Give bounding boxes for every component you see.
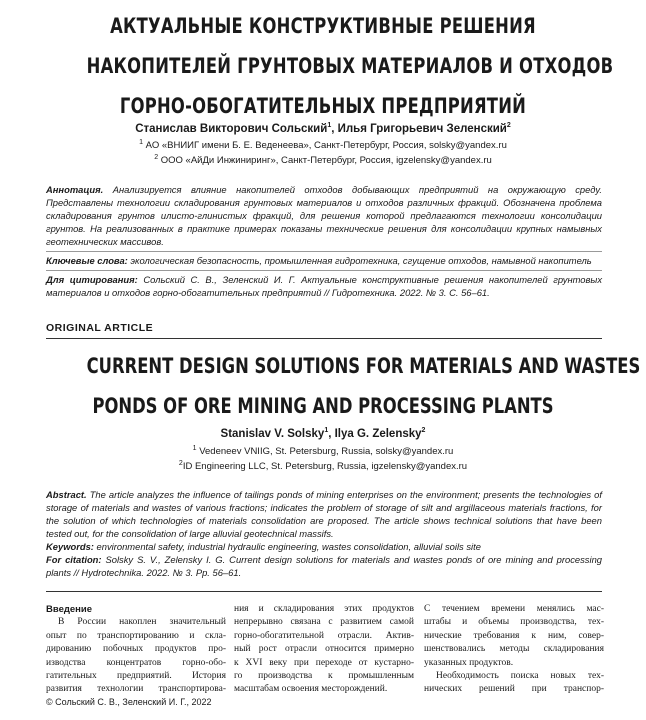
- affiliation-en-2: [0, 461, 646, 472]
- title-en-line: CURRENT DESIGN SOLUTIONS FOR MATERIALS AND WASTES: [86, 354, 641, 378]
- citation-ru: [46, 273, 602, 299]
- affiliation-superscript: 2: [178, 459, 183, 467]
- keywords-text: environmental safety, industrial hydraulic engineering, wastes consolidation, alluvial soils site: [93, 541, 481, 552]
- citation-text: Сольский С. В., Зеленский И. Г. Актуальные конструктивные решения накопителей грунтовых материалов и отходов горно-обогатительных предприятий // Гидротехника. 2022. № 3. С. 56–61.: [46, 274, 603, 298]
- body-line: ния и складирования этих продуктов: [234, 604, 414, 614]
- section-rule: [46, 338, 602, 339]
- citation-label: Для цитирования:: [46, 274, 138, 285]
- body-line: С течением времени менялись мас-: [424, 604, 604, 614]
- body-line: указанных продуктов.: [424, 657, 514, 668]
- author-name: Илья Григорьевич Зеленский: [337, 123, 507, 135]
- title-ru-line: НАКОПИТЕЛЕЙ ГРУНТОВЫХ МАТЕРИАЛОВ И ОТХОДОВ: [86, 54, 614, 78]
- body-column-3: [424, 603, 604, 697]
- author-name: Stanislav V. Solsky: [220, 428, 325, 440]
- body-line: го производства к промышленным: [234, 671, 414, 682]
- affiliation-ru-1: [0, 140, 646, 151]
- author-superscript: 1: [327, 122, 332, 130]
- authors-english: [0, 428, 646, 440]
- body-line: к XVI веку при переходе от кустарно-: [234, 657, 414, 668]
- author-superscript: 2: [506, 122, 511, 130]
- title-english: [86, 346, 641, 426]
- affiliation-text: ID Engineering LLC, St. Petersburg, Russia, igzelensky@yandex.ru: [182, 461, 468, 472]
- author-name: Ilya G. Zelensky: [334, 428, 422, 440]
- title-ru-line: ГОРНО-ОБОГАТИТЕЛЬНЫХ ПРЕДПРИЯТИЙ: [119, 94, 527, 118]
- body-line: горно-обогатительной отрасли. Актив-: [234, 630, 414, 641]
- author-name: Станислав Викторович Сольский: [135, 123, 328, 135]
- body-line: штабы и объемы производства, тех-: [424, 617, 604, 628]
- affiliation-superscript: 2: [154, 153, 159, 161]
- body-line: ный рост отрасли относится примерно: [234, 644, 414, 655]
- affiliation-text: АО «ВНИИГ имени Б. Е. Веденеева», Санкт-Петербург, Россия, solsky@yandex.ru: [143, 140, 507, 151]
- abstract-block-russian: [46, 183, 602, 299]
- keywords-en: [46, 540, 602, 553]
- body-line: изводства концентратов горно-обо-: [46, 657, 226, 668]
- original-article-label: ORIGINAL ARTICLE: [46, 322, 154, 334]
- divider: [46, 251, 602, 252]
- body-line: нических решений при транспор-: [424, 684, 604, 695]
- affiliation-text: Vedeneev VNIIG, St. Petersburg, Russia, solsky@yandex.ru: [196, 446, 454, 457]
- body-line: масштабам освоения месторождений.: [234, 684, 388, 695]
- citation-en: [46, 553, 602, 579]
- body-line: нические требования к ним, совер-: [424, 630, 604, 641]
- abstract-text: The article analyzes the influence of tailings ponds of mining enterprises on the environment; presents the technologies of storage of materials and wastes of various fractions; indicates the problem of storage of silt and argillaceous materials fractions, for the solution of which technologies of materials consolidation are proposed. The article shows technical solutions that have been tested out, for the consolidation of large alluvial geotechnical massifs.: [46, 489, 602, 539]
- author-separator: ,: [331, 123, 338, 135]
- keywords-ru: [46, 254, 602, 267]
- keywords-label: Ключевые слова:: [46, 255, 128, 266]
- copyright-notice: © Сольский С. В., Зеленский И. Г., 2022: [46, 697, 212, 707]
- body-line: опыт по транспортированию и скла-: [46, 630, 226, 641]
- citation-text: Solsky S. V., Zelensky I. G. Current design solutions for materials and wastes ponds of ore mining and processing plants // Hydrotechnika. 2022. № 3. Pp. 56–61.: [46, 554, 602, 578]
- keywords-text: экологическая безопасность, промышленная гидротехника, сгущение отходов, намывной накопитель: [127, 255, 592, 266]
- citation-label: For citation:: [46, 554, 102, 565]
- body-line: В России накоплен значительный: [58, 617, 226, 628]
- body-line: непрерывно связана с развитием самой: [234, 617, 414, 628]
- section-rule: [46, 591, 602, 592]
- author-superscript: 2: [421, 427, 426, 435]
- author-separator: ,: [328, 428, 335, 440]
- abstract-ru: [46, 183, 602, 248]
- divider: [46, 270, 602, 271]
- body-line: развития технологии транспортирова-: [46, 684, 226, 695]
- body-column-2: [234, 603, 414, 697]
- affiliation-superscript: 1: [139, 138, 144, 146]
- body-line: гатительных предприятий. История: [46, 671, 226, 682]
- authors-russian: [0, 123, 646, 135]
- affiliation-ru-2: [0, 155, 646, 166]
- keywords-label: Keywords:: [46, 541, 94, 552]
- title-en-line: PONDS OF ORE MINING AND PROCESSING PLANTS: [92, 394, 554, 418]
- abstract-text: Анализируется влияние накопителей отходов добывающих предприятий на окружающую среду. Представлены технологии складирования грунтовых материалов и отходов различных фракций. Обозначена проблема складирования грунтов илисто-глинистых фракций, для решения которой предлагаются технологии консолидации грунтов. На реализованных в практике примерах показаны технические решения для консолидации крупных намывных геотехнических массивов.: [46, 184, 602, 247]
- affiliation-superscript: 1: [192, 444, 197, 452]
- title-russian: [86, 6, 614, 126]
- body-line: Необходимость поиска новых тех-: [436, 671, 604, 682]
- affiliation-en-1: [0, 446, 646, 457]
- body-line: дированию побочных продуктов про-: [46, 644, 226, 655]
- title-ru-line: АКТУАЛЬНЫЕ КОНСТРУКТИВНЫЕ РЕШЕНИЯ: [110, 14, 536, 38]
- body-column-1: [46, 603, 226, 697]
- author-superscript: 1: [324, 427, 329, 435]
- abstract-block-english: [46, 488, 602, 579]
- section-heading: Введение: [46, 604, 93, 615]
- affiliation-text: ООО «АйДи Инжиниринг», Санкт-Петербург, Россия, igzelensky@yandex.ru: [158, 155, 492, 166]
- body-line: шенствовались методы складирования: [424, 644, 604, 655]
- abstract-label: Аннотация.: [46, 184, 104, 195]
- abstract-en: [46, 488, 602, 540]
- abstract-label: Abstract.: [46, 489, 87, 500]
